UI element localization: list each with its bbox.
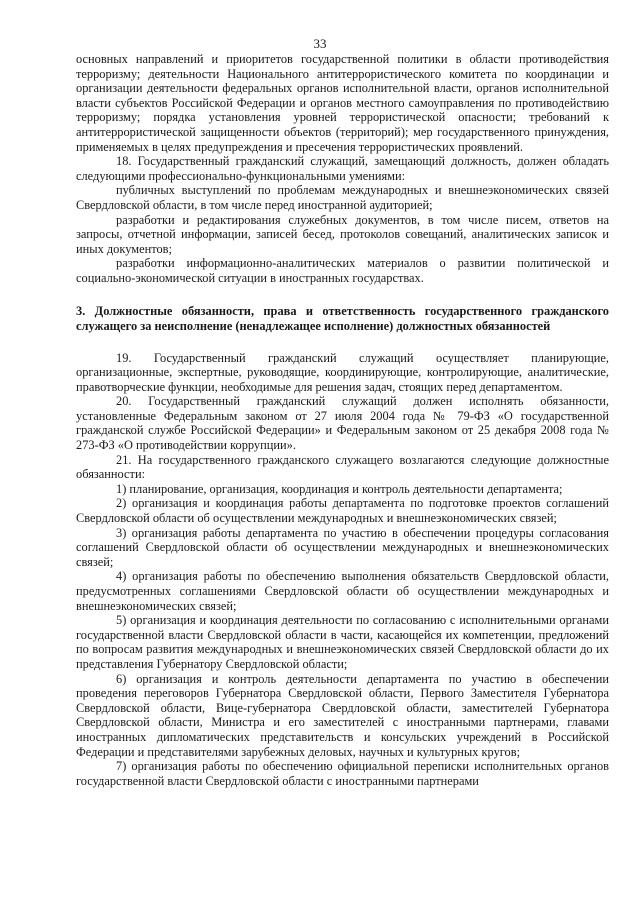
paragraph-18: 18. Государственный гражданский служащий, замещающий должность, должен обладать следующими профессионально-функциональными умениями:	[76, 154, 609, 183]
duty-item-2: 2) организация и координация работы департамента по подготовке проектов соглашений Свердловской области об осуществлении международных и внешнеэкономических связей;	[76, 496, 609, 526]
paragraph-19: 19. Государственный гражданский служащий осуществляет планирующие, организационные, экспертные, руководящие, координирующие, контролирующие, аналитические, правотворческие функции, необходимые для решения задач, стоящих перед департаментом.	[76, 350, 609, 394]
skill-analytics: разработки информационно-аналитических материалов о развитии политической и социально-экономической ситуации в иностранных государствах.	[76, 256, 609, 285]
paragraph-continuation: основных направлений и приоритетов государственной политики в области противодействия терроризму; деятельности Национального антитеррористического комитета по координации и организации деятельности федеральных органов исполнительной власти, органов исполнительной власти субъектов Российской Федерации и органов местного самоуправления по противодействию терроризму; порядка установления уровней террористической опасности; требований к антитеррористической защищенности объектов (территорий); мер государственного принуждения, применяемых в целях предупреждения и пресечения террористических проявлений.	[76, 52, 609, 154]
duty-item-1: 1) планирование, организация, координация и контроль деятельности департамента;	[116, 481, 563, 496]
paragraph-21: 21. На государственного гражданского служащего возлагаются следующие должностные обязанности:	[76, 452, 609, 482]
skill-document-drafting: разработки и редактирования служебных документов, в том числе писем, ответов на запросы, отчетной информации, записей бесед, протоколов совещаний, аналитических записок и иных документов;	[76, 212, 609, 256]
document-body	[76, 52, 609, 788]
skill-public-speaking: публичных выступлений по проблемам международных и внешнеэкономических связей Свердловской области, в том числе перед иностранной аудиторией;	[76, 183, 609, 212]
duty-item-3: 3) организация работы департамента по участию в обеспечении процедуры согласования соглашений Свердловской области об осуществлении международных и внешнеэкономических связей;	[76, 525, 609, 569]
duty-item-7: 7) организация работы по обеспечению официальной переписки исполнительных органов государственной власти Свердловской области с иностранными партнерами	[76, 759, 609, 788]
duty-item-4: 4) организация работы по обеспечению выполнения обязательств Свердловской области, предусмотренных соглашениями Свердловской области об осуществлении международных и внешнеэкономических связей;	[76, 569, 609, 613]
paragraph-20: 20. Государственный гражданский служащий должен исполнять обязанности, установленные Федеральным законом от 27 июля 2004 года № 79-ФЗ «О государственной гражданской службе Российской Федерации» и Федеральным законом от 25 декабря 2008 года № 273-ФЗ «О противодействии коррупции».	[76, 394, 609, 453]
page-number: 33	[313, 36, 327, 51]
section-heading: 3. Должностные обязанности, права и ответственность государственного гражданского служащего за неисполнение (ненадлежащее исполнение) должностных обязанностей	[76, 303, 609, 333]
duty-item-5: 5) организация и координация деятельности по согласованию с исполнительными органами государственной власти Свердловской области в части, касающейся их компетенции, предложений по вопросам развития международных и внешнеэкономических связей Свердловской области до их представления Губернатору Свердловской области;	[76, 613, 609, 671]
duty-item-6: 6) организация и контроль деятельности департамента по участию в обеспечении проведения переговоров Губернатора Свердловской области, Первого Заместителя Губернатора Свердловской области, Вице-губернатора Свердловской области, заместителей Губернатора Свердловской области, Министра и его заместителей с иностранными партнерами, главами иностранных дипломатических представительств и консульских учреждений в Российской Федерации и представителями зарубежных деловых, научных и культурных кругов;	[76, 671, 609, 759]
